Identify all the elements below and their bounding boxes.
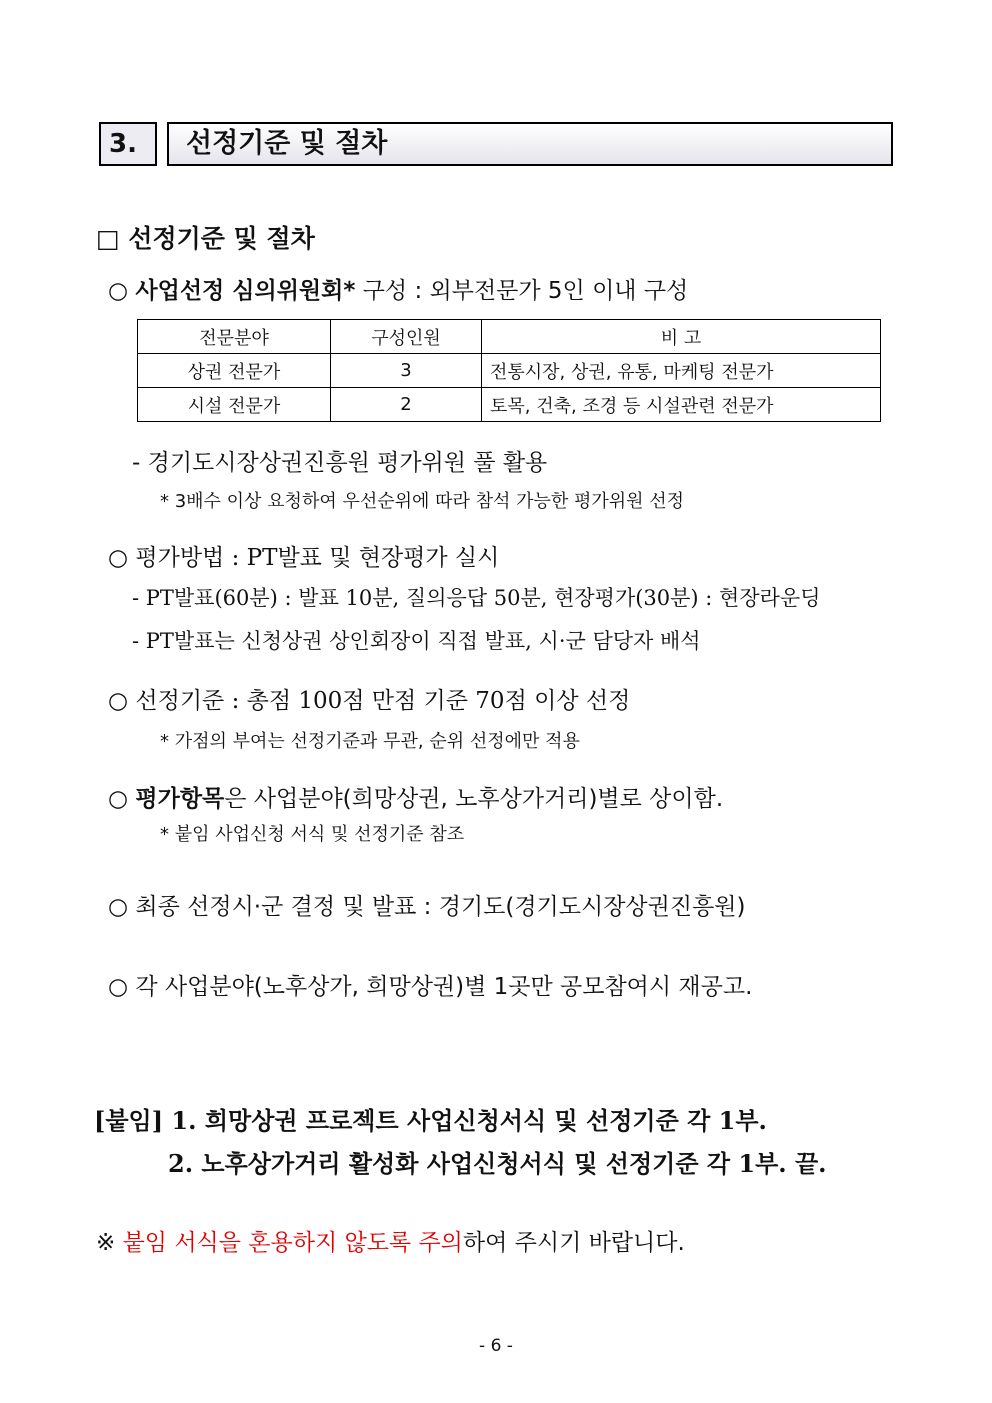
page-number: - 6 -: [479, 1336, 513, 1356]
method-dash-2: - PT발표는 신청상권 상인회장이 직접 발표, 시·군 담당자 배석: [132, 629, 701, 653]
items-text: 은 사업분야(희망상권, 노후상가거리)별로 상이함.: [224, 786, 724, 812]
attachment-line-2: 2. 노후상가거리 활성화 사업신청서식 및 선정기준 각 1부. 끝.: [168, 1149, 827, 1178]
circle-bullet-icon: ○: [108, 278, 129, 304]
section-title: 선정기준 및 절차: [167, 122, 893, 166]
method-text: 평가방법 : PT발표 및 현장평가 실시: [135, 545, 500, 571]
reference-mark-icon: ※: [96, 1230, 116, 1256]
checkbox-square-icon: □: [96, 224, 120, 253]
committee-table: [137, 319, 881, 422]
committee-text: 구성 : 외부전문가 5인 이내 구성: [355, 278, 689, 304]
table-row: [138, 388, 881, 422]
items-bold: 평가항목: [135, 786, 225, 812]
table-header: 비 고: [482, 320, 881, 354]
circle-bullet-icon: ○: [108, 786, 129, 812]
table-cell: 2: [331, 388, 482, 422]
table-cell: 토목, 건축, 조경 등 시설관련 전문가: [482, 388, 881, 422]
table-cell: 전통시장, 상권, 유통, 마케팅 전문가: [482, 354, 881, 388]
sub-heading: [96, 219, 315, 255]
method-dash-1: - PT발표(60분) : 발표 10분, 질의응답 50분, 현장평가(30분) : 현장라운딩: [132, 586, 821, 610]
table-header: 구성인원: [331, 320, 482, 354]
items-star-note: * 붙임 사업신청 서식 및 선정기준 참조: [160, 824, 465, 845]
repost-line: [108, 968, 752, 1001]
attachment-line-1: [붙임] 1. 희망상권 프로젝트 사업신청서식 및 선정기준 각 1부.: [94, 1106, 767, 1135]
notice-warning: 붙임 서식을 혼용하지 않도록 주의: [122, 1230, 463, 1256]
table-row: [138, 354, 881, 388]
circle-bullet-icon: ○: [108, 974, 129, 1000]
notice-text: 하여 주시기 바랍니다.: [462, 1230, 685, 1256]
committee-bold: 사업선정 심의위원회*: [135, 278, 356, 304]
committee-dash-note: - 경기도시장상권진흥원 평가위원 풀 활용: [132, 450, 548, 476]
sub-heading-text: 선정기준 및 절차: [128, 224, 315, 253]
repost-text: 각 사업분야(노후상가, 희망상권)별 1곳만 공모참여시 재공고.: [135, 974, 753, 1000]
circle-bullet-icon: ○: [108, 894, 129, 920]
circle-bullet-icon: ○: [108, 688, 129, 714]
circle-bullet-icon: ○: [108, 545, 129, 571]
method-line: [108, 539, 499, 572]
criteria-star-note: * 가점의 부여는 선정기준과 무관, 순위 선정에만 적용: [160, 731, 580, 752]
section-number: 3.: [99, 122, 157, 166]
items-line: [108, 780, 723, 813]
final-text: 최종 선정시·군 결정 및 발표 : 경기도(경기도시장상권진흥원): [135, 894, 746, 920]
table-cell: 시설 전문가: [138, 388, 331, 422]
table-header-row: [138, 320, 881, 354]
criteria-line: [108, 682, 630, 715]
committee-star-note: * 3배수 이상 요청하여 우선순위에 따라 참석 가능한 평가위원 선정: [160, 491, 685, 512]
table-cell: 상권 전문가: [138, 354, 331, 388]
criteria-text: 선정기준 : 총점 100점 만점 기준 70점 이상 선정: [135, 688, 631, 714]
final-line: [108, 888, 746, 921]
committee-line: [108, 272, 688, 305]
table-header: 전문분야: [138, 320, 331, 354]
notice-line: [96, 1224, 685, 1257]
table-cell: 3: [331, 354, 482, 388]
